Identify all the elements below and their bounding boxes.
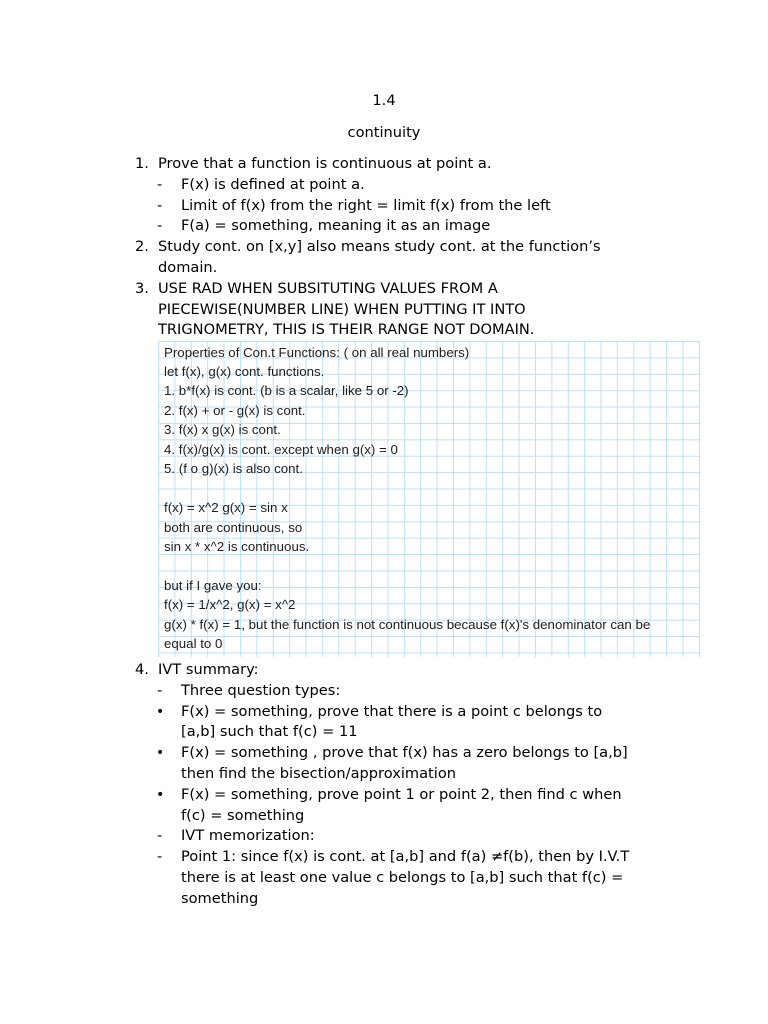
sub-item-text: Limit of f(x) from the right = limit f(x) from the left bbox=[181, 196, 551, 214]
sub-item-text: something bbox=[181, 889, 259, 907]
dash-marker: - bbox=[157, 175, 163, 193]
notes-line: 3. f(x) x g(x) is cont. bbox=[164, 422, 281, 437]
notes-line: 1. b*f(x) is cont. (b is a scalar, like 5 or -2) bbox=[164, 383, 409, 398]
notes-line: f(x) = x^2 g(x) = sin x bbox=[164, 500, 288, 515]
sub-item-text: IVT memorization: bbox=[181, 827, 315, 845]
list-marker: 3. bbox=[135, 279, 149, 297]
page-title: continuity bbox=[347, 124, 421, 141]
list-item-2 bbox=[0, 237, 658, 279]
dash-marker: - bbox=[157, 217, 163, 235]
notes-line: let f(x), g(x) cont. functions. bbox=[164, 364, 325, 379]
sub-item bbox=[0, 785, 651, 827]
sub-item bbox=[0, 175, 651, 196]
sub-item-text: F(x) is defined at point a. bbox=[181, 175, 365, 193]
sub-item-text: F(x) = something, prove that there is a point c belongs to bbox=[181, 702, 603, 720]
sub-item-text: there is at least one value c belongs to [a,b] such that f(c) = bbox=[181, 868, 624, 886]
list-item-text: Prove that a function is continuous at point a. bbox=[158, 155, 492, 172]
notes-line: f(x) = 1/x^2, g(x) = x^2 bbox=[164, 597, 296, 612]
sub-item-text: f(c) = something bbox=[181, 806, 305, 824]
sub-item-text: [a,b] such that f(c) = 11 bbox=[181, 723, 358, 741]
sub-item-text: F(x) = something, prove point 1 or point 2, then find c when bbox=[181, 785, 622, 803]
section-number: 1.4 bbox=[372, 92, 396, 109]
dash-marker: - bbox=[157, 848, 163, 866]
bullet-marker: • bbox=[156, 745, 165, 762]
dash-marker: - bbox=[157, 196, 163, 214]
notes-line: 4. f(x)/g(x) is cont. except when g(x) = 0 bbox=[164, 442, 398, 457]
numbered-list-bottom bbox=[0, 660, 768, 910]
sub-item-text: Point 1: since f(x) is cont. at [a,b] and f(a) ≠f(b), then by I.V.T bbox=[181, 848, 630, 866]
list-marker: 1. bbox=[135, 155, 149, 172]
list-item-text: IVT summary: bbox=[158, 661, 259, 678]
list-item-1 bbox=[0, 154, 658, 175]
list-item-4 bbox=[0, 660, 658, 681]
dash-marker: - bbox=[157, 681, 163, 699]
sub-item bbox=[0, 826, 651, 847]
numbered-list-top bbox=[0, 154, 768, 341]
sub-item bbox=[0, 847, 651, 909]
sub-item bbox=[0, 743, 651, 785]
list-item-3 bbox=[0, 279, 658, 341]
bullet-marker: • bbox=[156, 703, 165, 720]
sub-item bbox=[0, 216, 651, 237]
notes-line: Properties of Con.t Functions: ( on all real numbers) bbox=[164, 345, 470, 360]
notes-line: sin x * x^2 is continuous. bbox=[164, 539, 310, 554]
list-item-text: TRIGNOMETRY, THIS IS THEIR RANGE NOT DOMAIN. bbox=[158, 321, 535, 339]
list-item-text: PIECEWISE(NUMBER LINE) WHEN PUTTING IT INTO bbox=[158, 300, 526, 318]
notes-line: 2. f(x) + or - g(x) is cont. bbox=[164, 403, 306, 418]
notes-line: but if I gave you: bbox=[164, 578, 262, 593]
list-item-text: Study cont. on [x,y] also means study cont. at the function’s bbox=[158, 238, 601, 256]
sub-item bbox=[0, 681, 651, 702]
list-marker: 4. bbox=[135, 661, 149, 678]
list-item-text: USE RAD WHEN SUBSITUTING VALUES FROM A bbox=[158, 279, 498, 297]
notes-line: equal to 0 bbox=[164, 636, 223, 651]
list-item-text: domain. bbox=[158, 258, 218, 276]
notes-image bbox=[158, 341, 700, 657]
sub-item-text: F(a) = something, meaning it as an image bbox=[181, 217, 491, 235]
sub-item-text: then find the bisection/approximation bbox=[181, 764, 457, 782]
sub-item-text: F(x) = something , prove that f(x) has a zero belongs to [a,b] bbox=[181, 744, 628, 762]
notes-line: both are continuous, so bbox=[164, 520, 303, 535]
list-marker: 2. bbox=[135, 238, 149, 256]
bullet-marker: • bbox=[156, 786, 165, 803]
dash-marker: - bbox=[157, 827, 163, 845]
sub-item-text: Three question types: bbox=[181, 681, 341, 699]
sub-item bbox=[0, 702, 651, 744]
notes-line: g(x) * f(x) = 1, but the function is not continuous because f(x)'s denominator can be bbox=[164, 617, 651, 632]
sub-item bbox=[0, 196, 651, 217]
notes-line: 5. (f o g)(x) is also cont. bbox=[164, 461, 303, 476]
